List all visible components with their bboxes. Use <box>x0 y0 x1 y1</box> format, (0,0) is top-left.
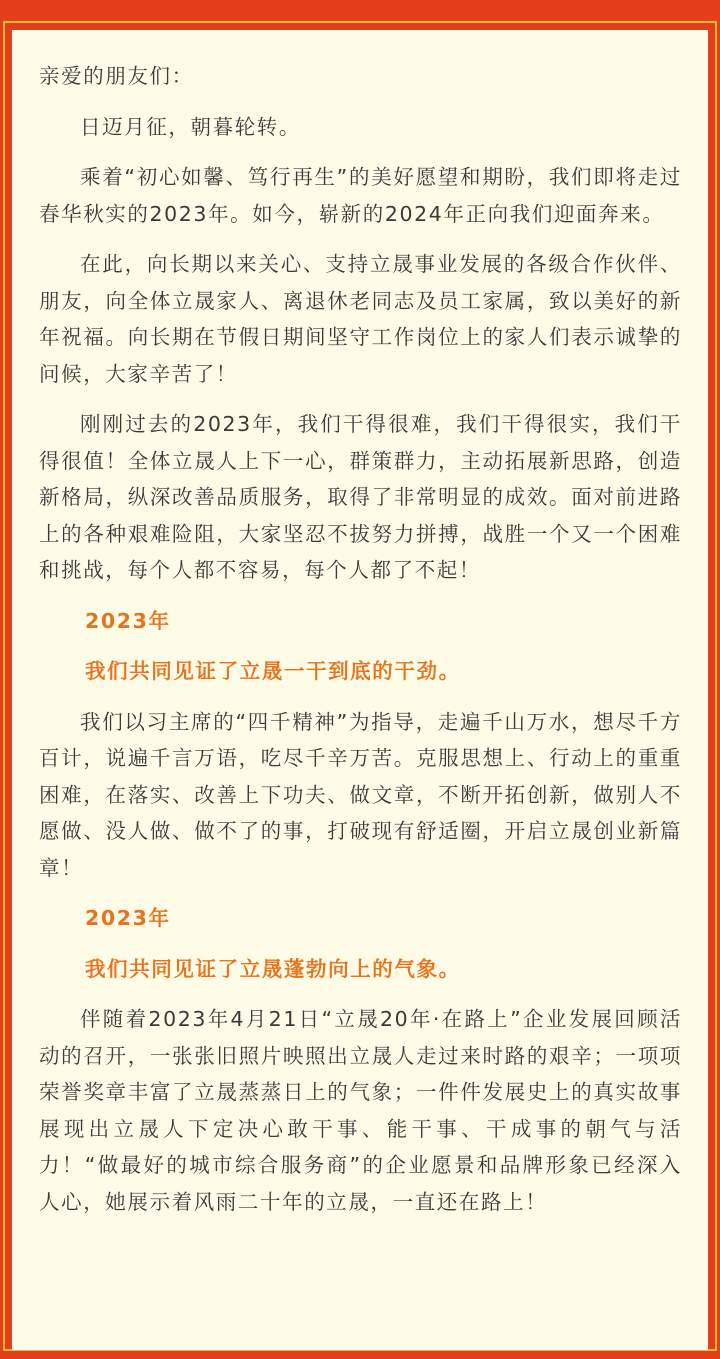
section-year: 2023年 <box>85 608 171 633</box>
greeting: 亲爱的朋友们： <box>39 64 194 88</box>
paragraph: 乘着“初心如馨、笃行再生”的美好愿望和期盼，我们即将走过春华秋实的2023年。如今，崭新的2024年正向我们迎面奔来。 <box>39 165 682 226</box>
section-body: 伴随着2023年4月21日“立晟20年·在路上”企业发展回顾活动的召开，一张张旧照片映照出立晟人走过来时路的艰辛；一项项荣誉奖章丰富了立晟蒸蒸日上的气象；一件件发展史上的真实故事展现出立晟人下定决心敢干事、能干事、干成事的朝气与活力！“做最好的城市综合服务商”的企业愿景和品牌形象已经深入人心，她展示着风雨二十年的立晟，一直还在路上！ <box>39 1007 682 1214</box>
section-headline: 我们共同见证了立晟一干到底的干劲。 <box>85 659 461 683</box>
paragraph: 刚刚过去的2023年，我们干得很难，我们干得很实，我们干得很值！全体立晟人上下一心，群策群力，主动拓展新思路，创造新格局，纵深改善品质服务，取得了非常明显的成效。面对前进路上的各种艰难险阻，大家坚忍不拔努力拼搏，战胜一个又一个困难和挑战，每个人都不容易，每个人都了不起！ <box>39 412 682 582</box>
section-body: 我们以习主席的“四千精神”为指导，走遍千山万水，想尽千方百计，说遍千言万语，吃尽千辛万苦。克服思想上、行动上的重重困难，在落实、改善上下功夫、做文章，不断开拓创新，做别人不愿做、没人做、做不了的事，打破现有舒适圈，开启立晟创业新篇章！ <box>39 709 682 880</box>
paragraph: 在此，向长期以来关心、支持立晟事业发展的各级合作伙伴、朋友，向全体立晟家人、离退休老同志及员工家属，致以美好的新年祝福。向长期在节假日期间坚守工作岗位上的家人们表示诚挚的问候，大家辛苦了！ <box>39 252 682 386</box>
letter-body <box>39 58 682 1234</box>
section-year: 2023年 <box>85 906 171 930</box>
section-headline: 我们共同见证了立晟蓬勃向上的气象。 <box>85 956 461 981</box>
paragraph: 日迈月征，朝暮轮转。 <box>80 114 301 139</box>
